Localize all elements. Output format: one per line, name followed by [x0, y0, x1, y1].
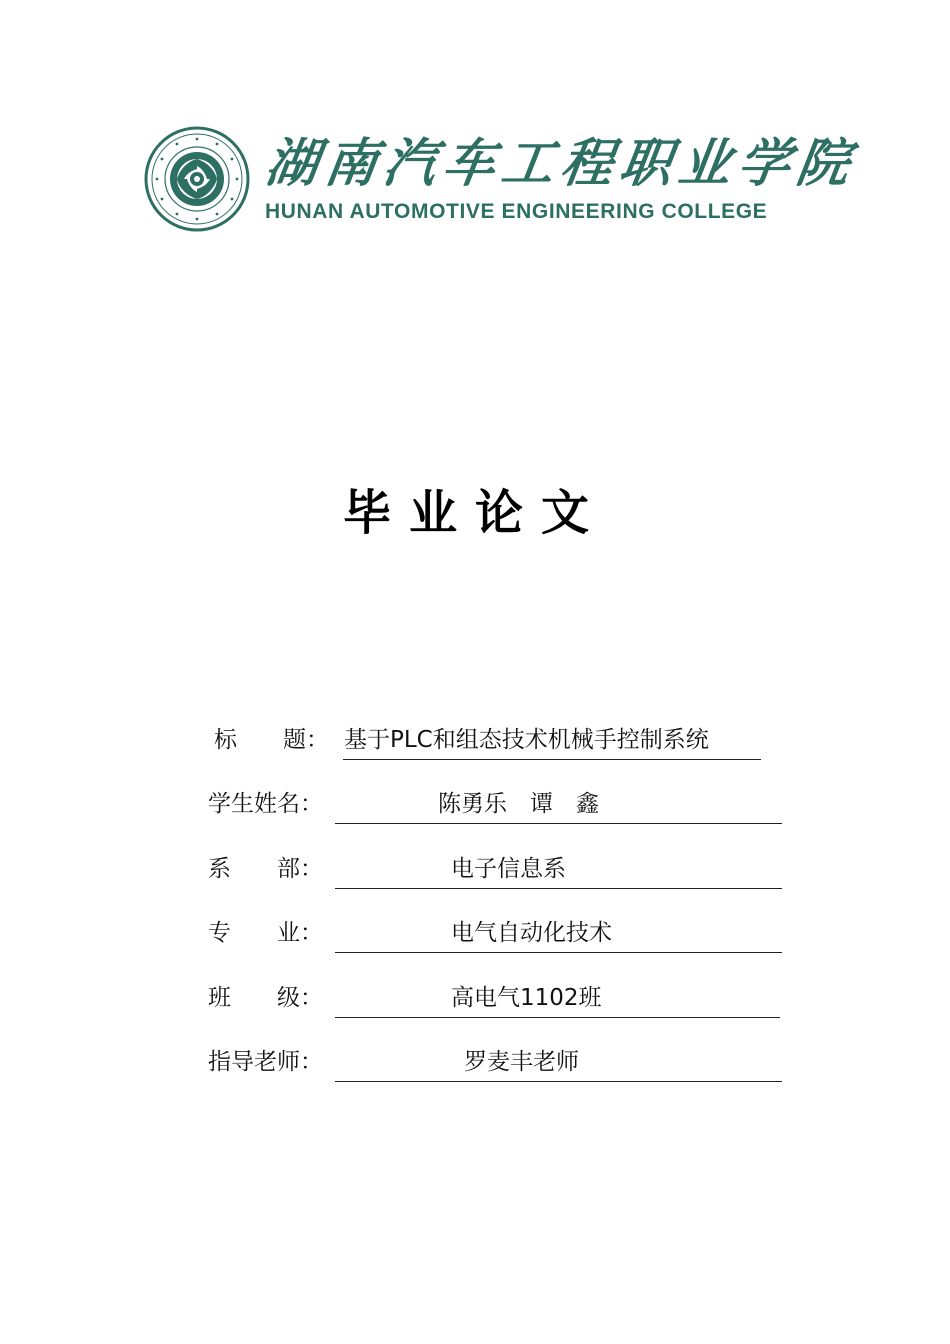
field-label-department: 系 部： [208, 856, 323, 882]
field-value-advisor: 罗麦丰老师 [464, 1049, 579, 1075]
field-row-title [208, 720, 788, 760]
field-label-major: 专 业： [208, 920, 323, 946]
field-value-department: 电子信息系 [451, 856, 566, 882]
field-label-advisor: 指导老师： [208, 1049, 323, 1075]
field-label-student-name: 学生姓名： [208, 791, 323, 817]
field-value-major: 电气自动化技术 [451, 920, 612, 946]
college-name-cn: 湖南汽车工程职业学院 [261, 133, 861, 194]
field-row-student-name [208, 784, 788, 824]
field-row-class [208, 978, 788, 1018]
field-value-class: 高电气1102班 [451, 985, 602, 1011]
field-row-major [208, 913, 788, 953]
field-value-title: 基于PLC和组态技术机械手控制系统 [344, 727, 709, 753]
thesis-title: 毕业论文 [342, 485, 607, 541]
college-name-en: HUNAN AUTOMOTIVE ENGINEERING COLLEGE [265, 200, 768, 223]
field-row-advisor [208, 1042, 788, 1082]
field-label-class: 班 级： [208, 985, 323, 1011]
field-row-department [208, 849, 788, 889]
field-label-title: 标 题： [214, 727, 329, 753]
field-value-student-name: 陈勇乐 谭 鑫 [438, 791, 599, 817]
